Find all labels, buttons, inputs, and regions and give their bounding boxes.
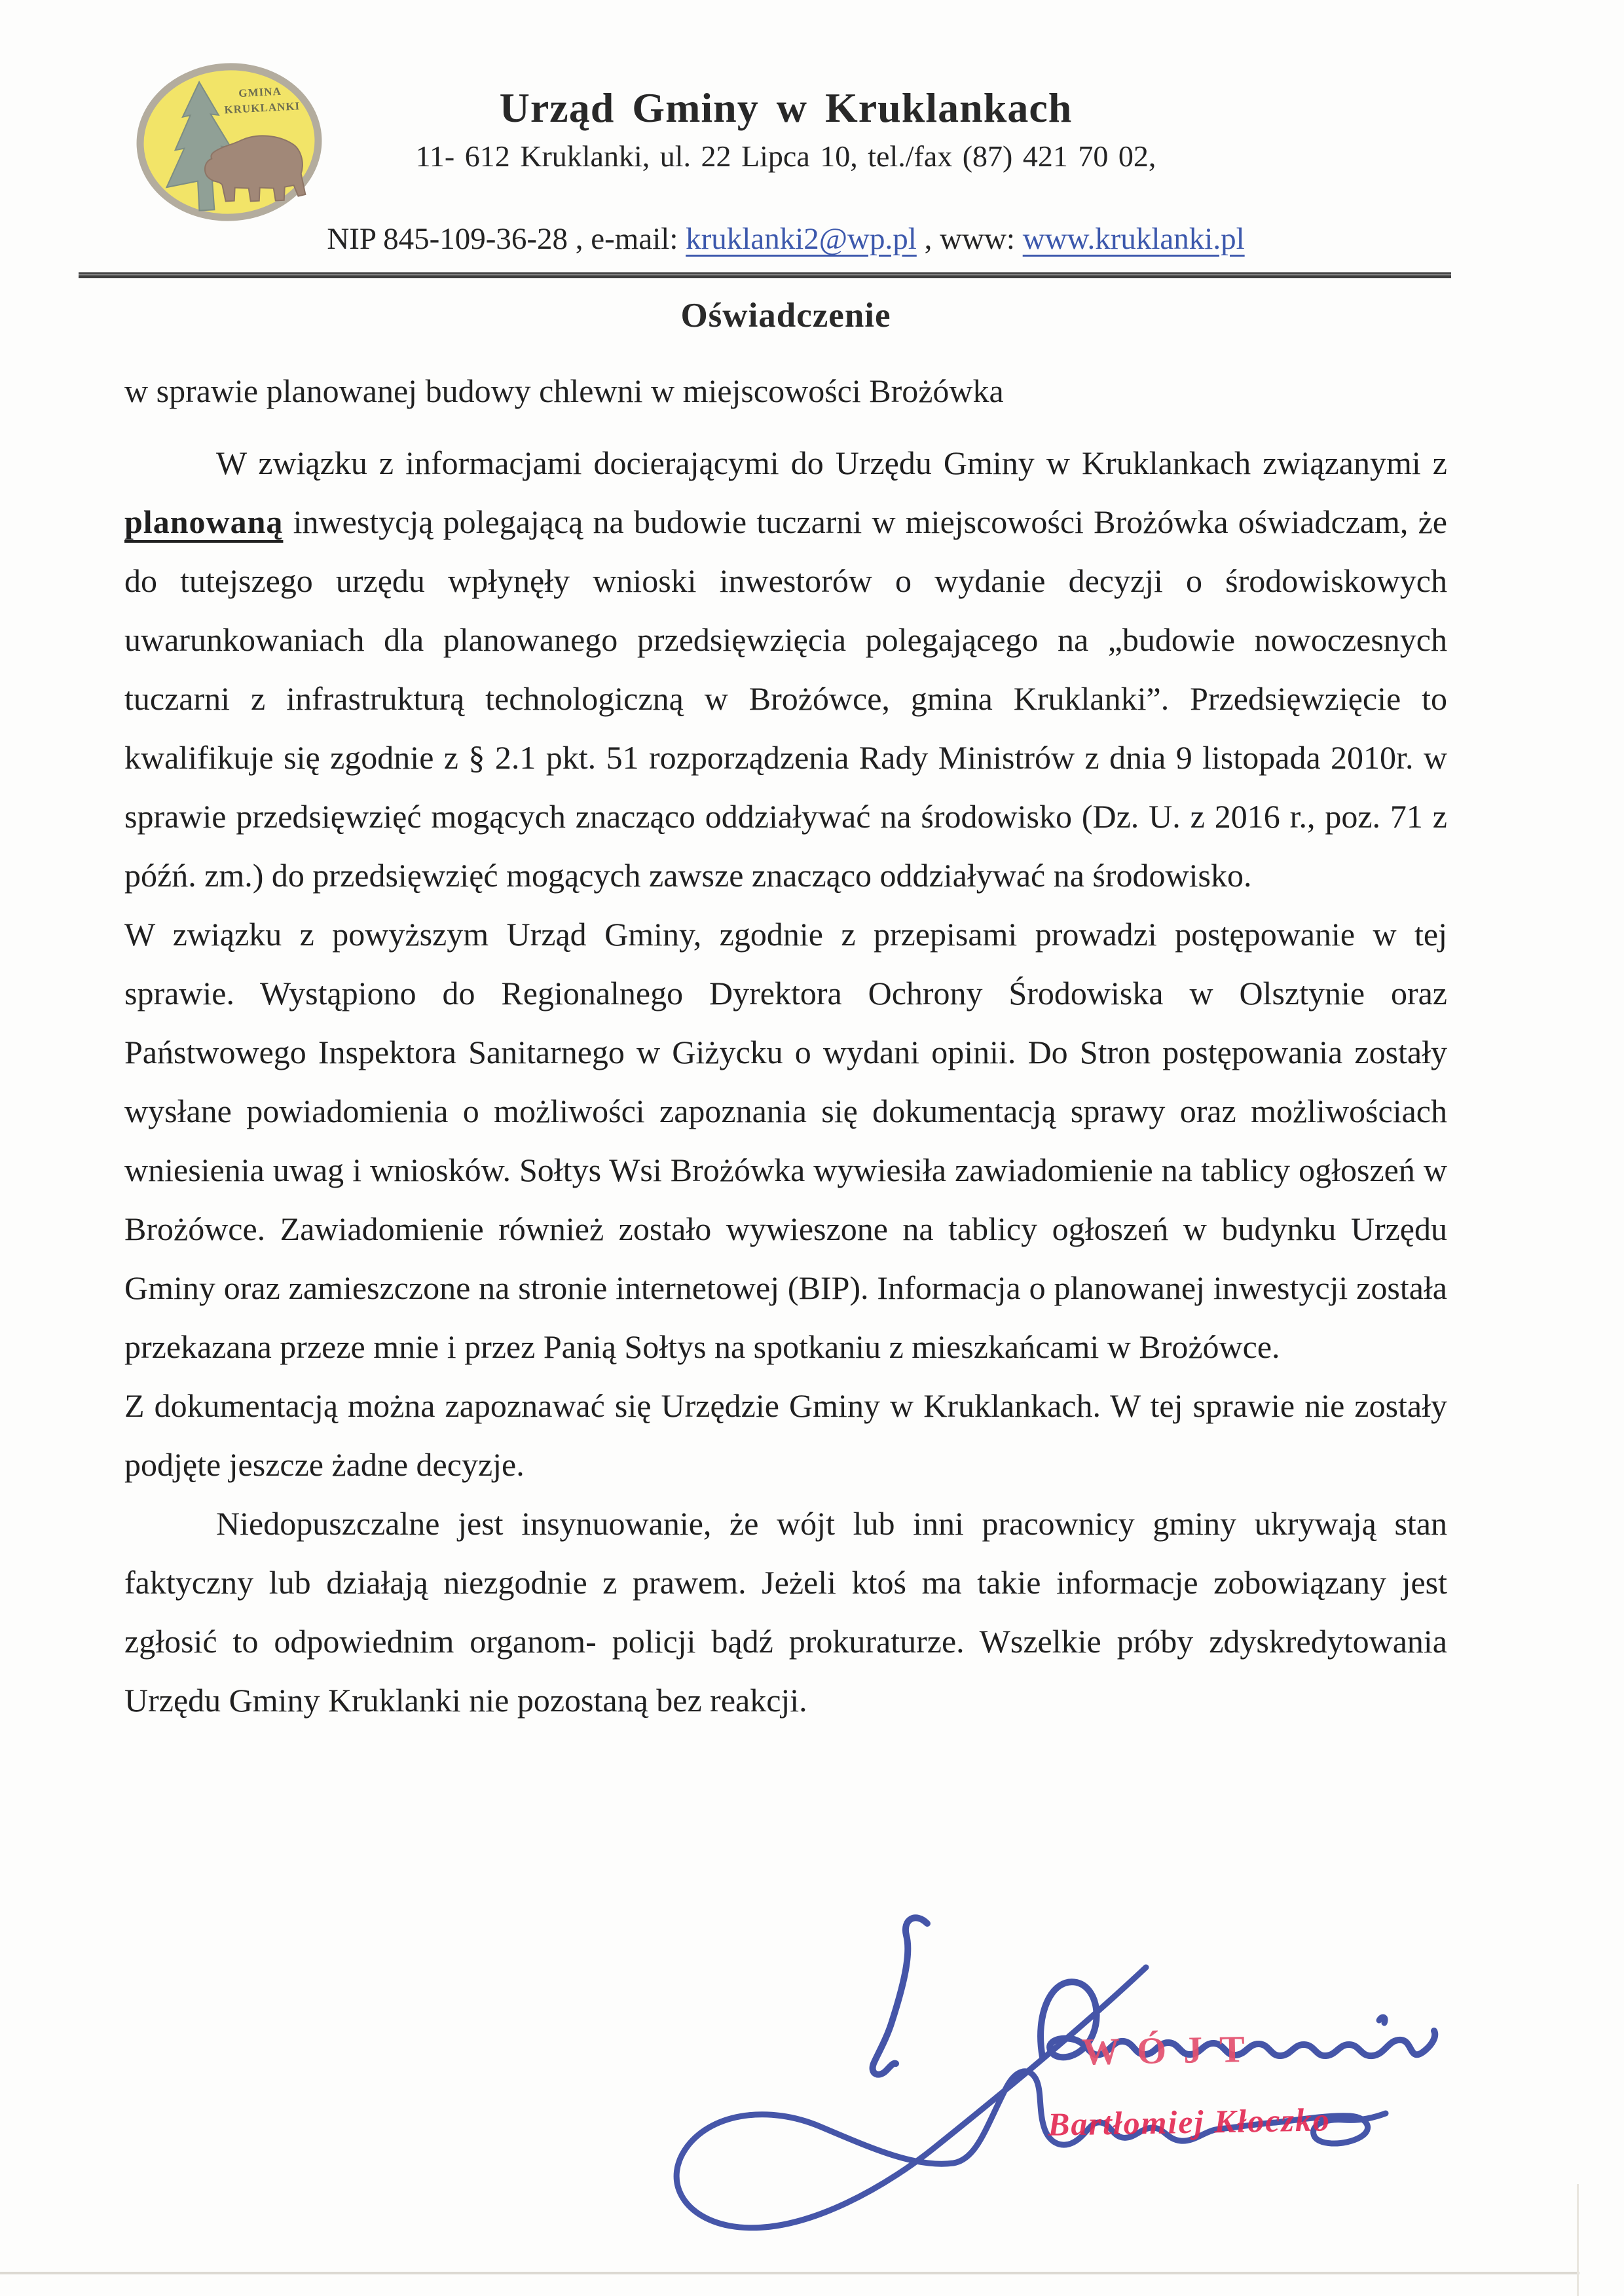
- logo-text-line2: KRUKLANKI: [224, 100, 301, 117]
- handwritten-signature: [589, 1886, 1441, 2252]
- paragraph-4: Niedopuszczalne jest insynuowanie, że wójt lub inni pracownicy gminy ukrywają stan faktyczny lub działają niezgodnie z prawem. Jeżeli ktoś ma takie informacje zobowiązany jest zgłosić to odpowiednim organom- policji bądź prokuraturze. Wszelkie próby zdyskredytowania Urzędu Gminy Kruklanki nie pozostaną bez reakcji.: [124, 1505, 1447, 1719]
- subject-line: w sprawie planowanej budowy chlewni w miejscowości Brożówka: [124, 373, 1004, 409]
- paragraph-1-text-before: W związku z informacjami docierającymi do Urzędu Gminy w Kruklankach związanymi z: [216, 445, 1447, 481]
- website-link[interactable]: www.kruklanki.pl: [1022, 222, 1245, 256]
- signature-flourish: [676, 1967, 1386, 2228]
- paragraph-1-text-after: inwestycją polegającą na budowie tuczarni w miejscowości Brożówka oświadczam, że do tutejszego urzędu wpłynęły wnioski inwestorów o wydanie decyzji o środowiskowych uwarunkowaniach dla planowanego przedsięwzięcia polegającego na „budowie nowoczesnych tuczarni z infrastrukturą technologiczną w Brożówce, gmina Kruklanki”. Przedsięwzięcie to kwalifikuje się zgodnie z § 2.1 pkt. 51 rozporządzenia Rady Ministrów z dnia 9 listopada 2010r. w sprawie przedsięwzięć mogących znacząco oddziaływać na środowisko (Dz. U. z 2016 r., poz. 71 z późń. zm.) do przedsięwzięć mogących zawsze znacząco oddziaływać na środowisko.: [124, 503, 1447, 894]
- handwritten-letter-z: [873, 1918, 927, 2074]
- document-title: Oświadczenie: [680, 297, 891, 335]
- address-line: 11- 612 Kruklanki, ul. 22 Lipca 10, tel./fax (87) 421 70 02,: [415, 139, 1156, 173]
- organization-name: Urząd Gminy w Kruklankach: [499, 84, 1073, 131]
- mayor-stamp-name: Bartłomiej Kłoczko: [1047, 2101, 1331, 2143]
- document-body: [124, 433, 1447, 1730]
- scan-edge-right-artifact: [1577, 2184, 1579, 2296]
- contact-separator-1: , e-mail:: [568, 222, 686, 256]
- paragraph-2: W związku z powyższym Urząd Gminy, zgodnie z przepisami prowadzi postępowanie w tej sprawie. Wystąpiono do Regionalnego Dyrektora Ochrony Środowiska w Olsztynie oraz Państwowego Inspektora Sanitarnego w Giżycku o wydani opinii. Do Stron postępowania zostały wysłane powiadomienia o możliwości zapoznania się dokumentacją sprawy oraz możliwościach wniesienia uwag i wniosków. Sołtys Wsi Brożówka wywiesiła zawiadomienie na tablicy ogłoszeń w Brożówce. Zawiadomienie również zostało wywieszone na tablicy ogłoszeń w budynku Urzędu Gminy oraz zamieszczone na stronie internetowej (BIP). Informacja o planowanej inwestycji została przekazana przeze mnie i przez Panią Sołtys na spotkaniu z mieszkańcami w Brożówce.: [124, 916, 1447, 1365]
- contact-separator-2: , www:: [916, 222, 1023, 256]
- paragraph-1-emphasized-word: planowaną: [124, 503, 284, 540]
- contact-line: [124, 221, 1447, 257]
- paragraph-1: [124, 433, 1447, 905]
- handwritten-closing-label: [0, 0, 1, 1]
- handwritten-i-dot: [1379, 2017, 1385, 2023]
- mayor-stamp-title: WÓJT: [1081, 2027, 1263, 2073]
- nip-number: NIP 845-109-36-28: [327, 222, 568, 256]
- scan-edge-bottom-artifact: [0, 2272, 1579, 2274]
- header-divider: [79, 272, 1451, 278]
- email-link[interactable]: kruklanki2@wp.pl: [686, 222, 917, 256]
- paragraph-3: Z dokumentacją można zapoznawać się Urzędzie Gminy w Kruklankach. W tej sprawie nie zostały podjęte jeszcze żadne decyzje.: [124, 1387, 1447, 1483]
- logo-text-line1: GMINA: [238, 84, 282, 100]
